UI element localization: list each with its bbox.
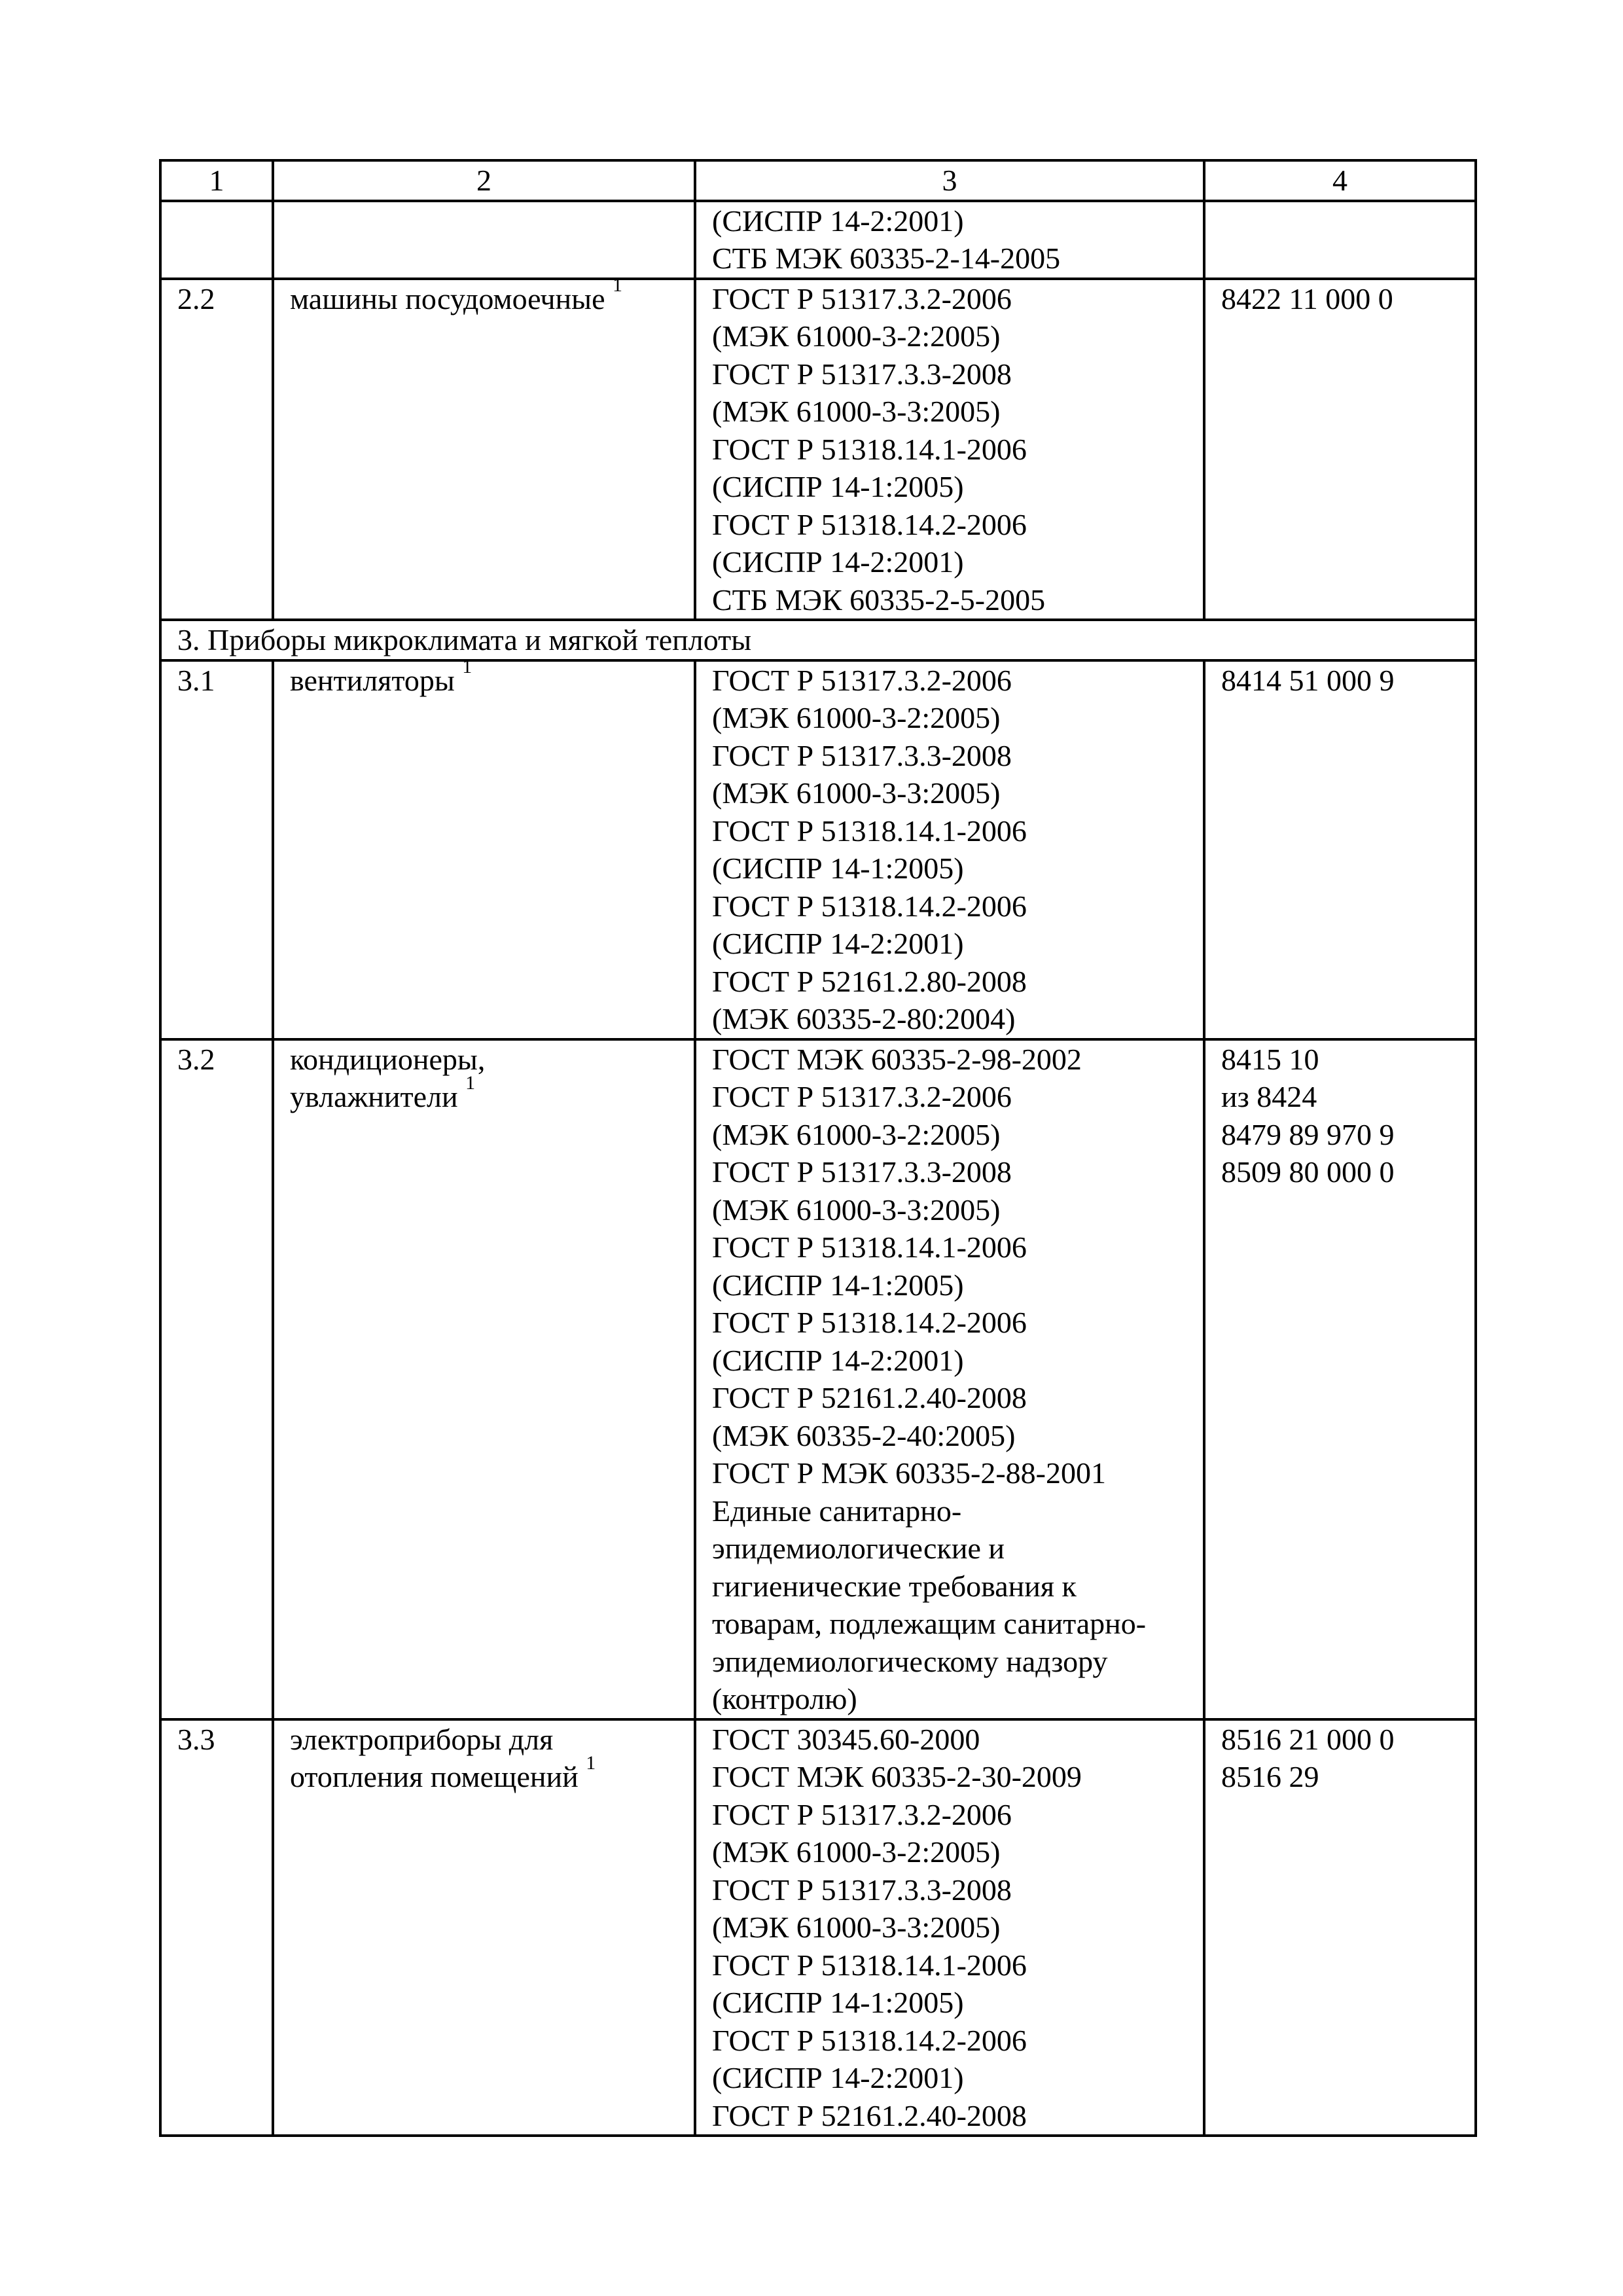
column-number-row — [160, 160, 1476, 201]
item-number: 3.2 — [160, 1039, 273, 1719]
item-number: 3.3 — [160, 1719, 273, 2136]
section-row — [160, 620, 1476, 660]
item-name — [273, 655, 695, 1039]
item-name-line2: отопления помещений — [290, 1760, 579, 1793]
item-codes: 8516 21 000 0 8516 29 — [1204, 1719, 1476, 2136]
table-row — [160, 1039, 1476, 1719]
item-codes: 8422 11 000 0 — [1204, 279, 1476, 620]
footnote-mark: 1 — [462, 655, 473, 677]
item-codes — [1204, 201, 1476, 279]
item-name — [273, 1719, 695, 2136]
item-name — [273, 201, 695, 279]
item-name-text: машины посудомоечные — [290, 281, 605, 315]
footnote-mark: 1 — [465, 1072, 476, 1094]
column-number-4: 4 — [1204, 160, 1476, 201]
item-standards: ГОСТ МЭК 60335-2-98-2002 ГОСТ Р 51317.3.2-2006 (МЭК 61000-3-2:2005) ГОСТ Р 51317.3.3-2008 (МЭК 61000-3-3:2005) ГОСТ Р 51318.14.1-2006 (СИСПР 14-1:2005) ГОСТ Р 51318.14.2-2006 (СИСПР 14-2:2001) ГОСТ Р 52161.2.40-2008 (МЭК 60335-2-40:2005) ГОСТ Р МЭК 60335-2-88-2001 Единые санитарно- эпидемиологические и гигиенические требования к товарам, подлежащим санитарно- эпидемиологическому надзору (контролю) — [695, 1039, 1204, 1719]
item-name-line2: увлажнители — [290, 1080, 458, 1113]
column-number-2: 2 — [273, 160, 695, 201]
footnote-mark: 1 — [586, 1752, 596, 1774]
standards-table — [159, 159, 1477, 2137]
item-name — [273, 1039, 695, 1719]
table-row — [160, 660, 1476, 1039]
item-name-line1: кондиционеры, — [290, 1042, 486, 1076]
item-standards: ГОСТ Р 51317.3.2-2006 (МЭК 61000-3-2:2005) ГОСТ Р 51317.3.3-2008 (МЭК 61000-3-3:2005) ГОСТ Р 51318.14.1-2006 (СИСПР 14-1:2005) ГОСТ Р 51318.14.2-2006 (СИСПР 14-2:2001) ГОСТ Р 52161.2.80-2008 (МЭК 60335-2-80:2004) — [695, 660, 1204, 1039]
item-standards: (СИСПР 14-2:2001) СТБ МЭК 60335-2-14-2005 — [695, 201, 1204, 279]
item-standards: ГОСТ Р 51317.3.2-2006 (МЭК 61000-3-2:2005) ГОСТ Р 51317.3.3-2008 (МЭК 61000-3-3:2005) ГОСТ Р 51318.14.1-2006 (СИСПР 14-1:2005) ГОСТ Р 51318.14.2-2006 (СИСПР 14-2:2001) СТБ МЭК 60335-2-5-2005 — [695, 279, 1204, 620]
item-name-line1: электроприборы для — [290, 1722, 554, 1756]
item-standards: ГОСТ 30345.60-2000 ГОСТ МЭК 60335-2-30-2009 ГОСТ Р 51317.3.2-2006 (МЭК 61000-3-2:2005) ГОСТ Р 51317.3.3-2008 (МЭК 61000-3-3:2005) ГОСТ Р 51318.14.1-2006 (СИСПР 14-1:2005) ГОСТ Р 51318.14.2-2006 (СИСПР 14-2:2001) ГОСТ Р 52161.2.40-2008 — [695, 1719, 1204, 2136]
table-row — [160, 201, 1476, 279]
footnote-mark: 1 — [613, 274, 622, 296]
item-number: 3.1 — [160, 660, 273, 1039]
column-number-3: 3 — [695, 160, 1204, 201]
item-codes: 8414 51 000 9 — [1204, 660, 1476, 1039]
column-number-1: 1 — [160, 160, 273, 201]
item-name — [273, 274, 695, 620]
section-title: 3. Приборы микроклимата и мягкой теплоты — [160, 620, 1476, 660]
item-codes: 8415 10 из 8424 8479 89 970 9 8509 80 000 0 — [1204, 1039, 1476, 1719]
item-number: 2.2 — [160, 279, 273, 620]
item-name-text: вентиляторы — [290, 663, 455, 697]
table-row — [160, 279, 1476, 620]
item-number — [160, 201, 273, 279]
table-row — [160, 1719, 1476, 2136]
